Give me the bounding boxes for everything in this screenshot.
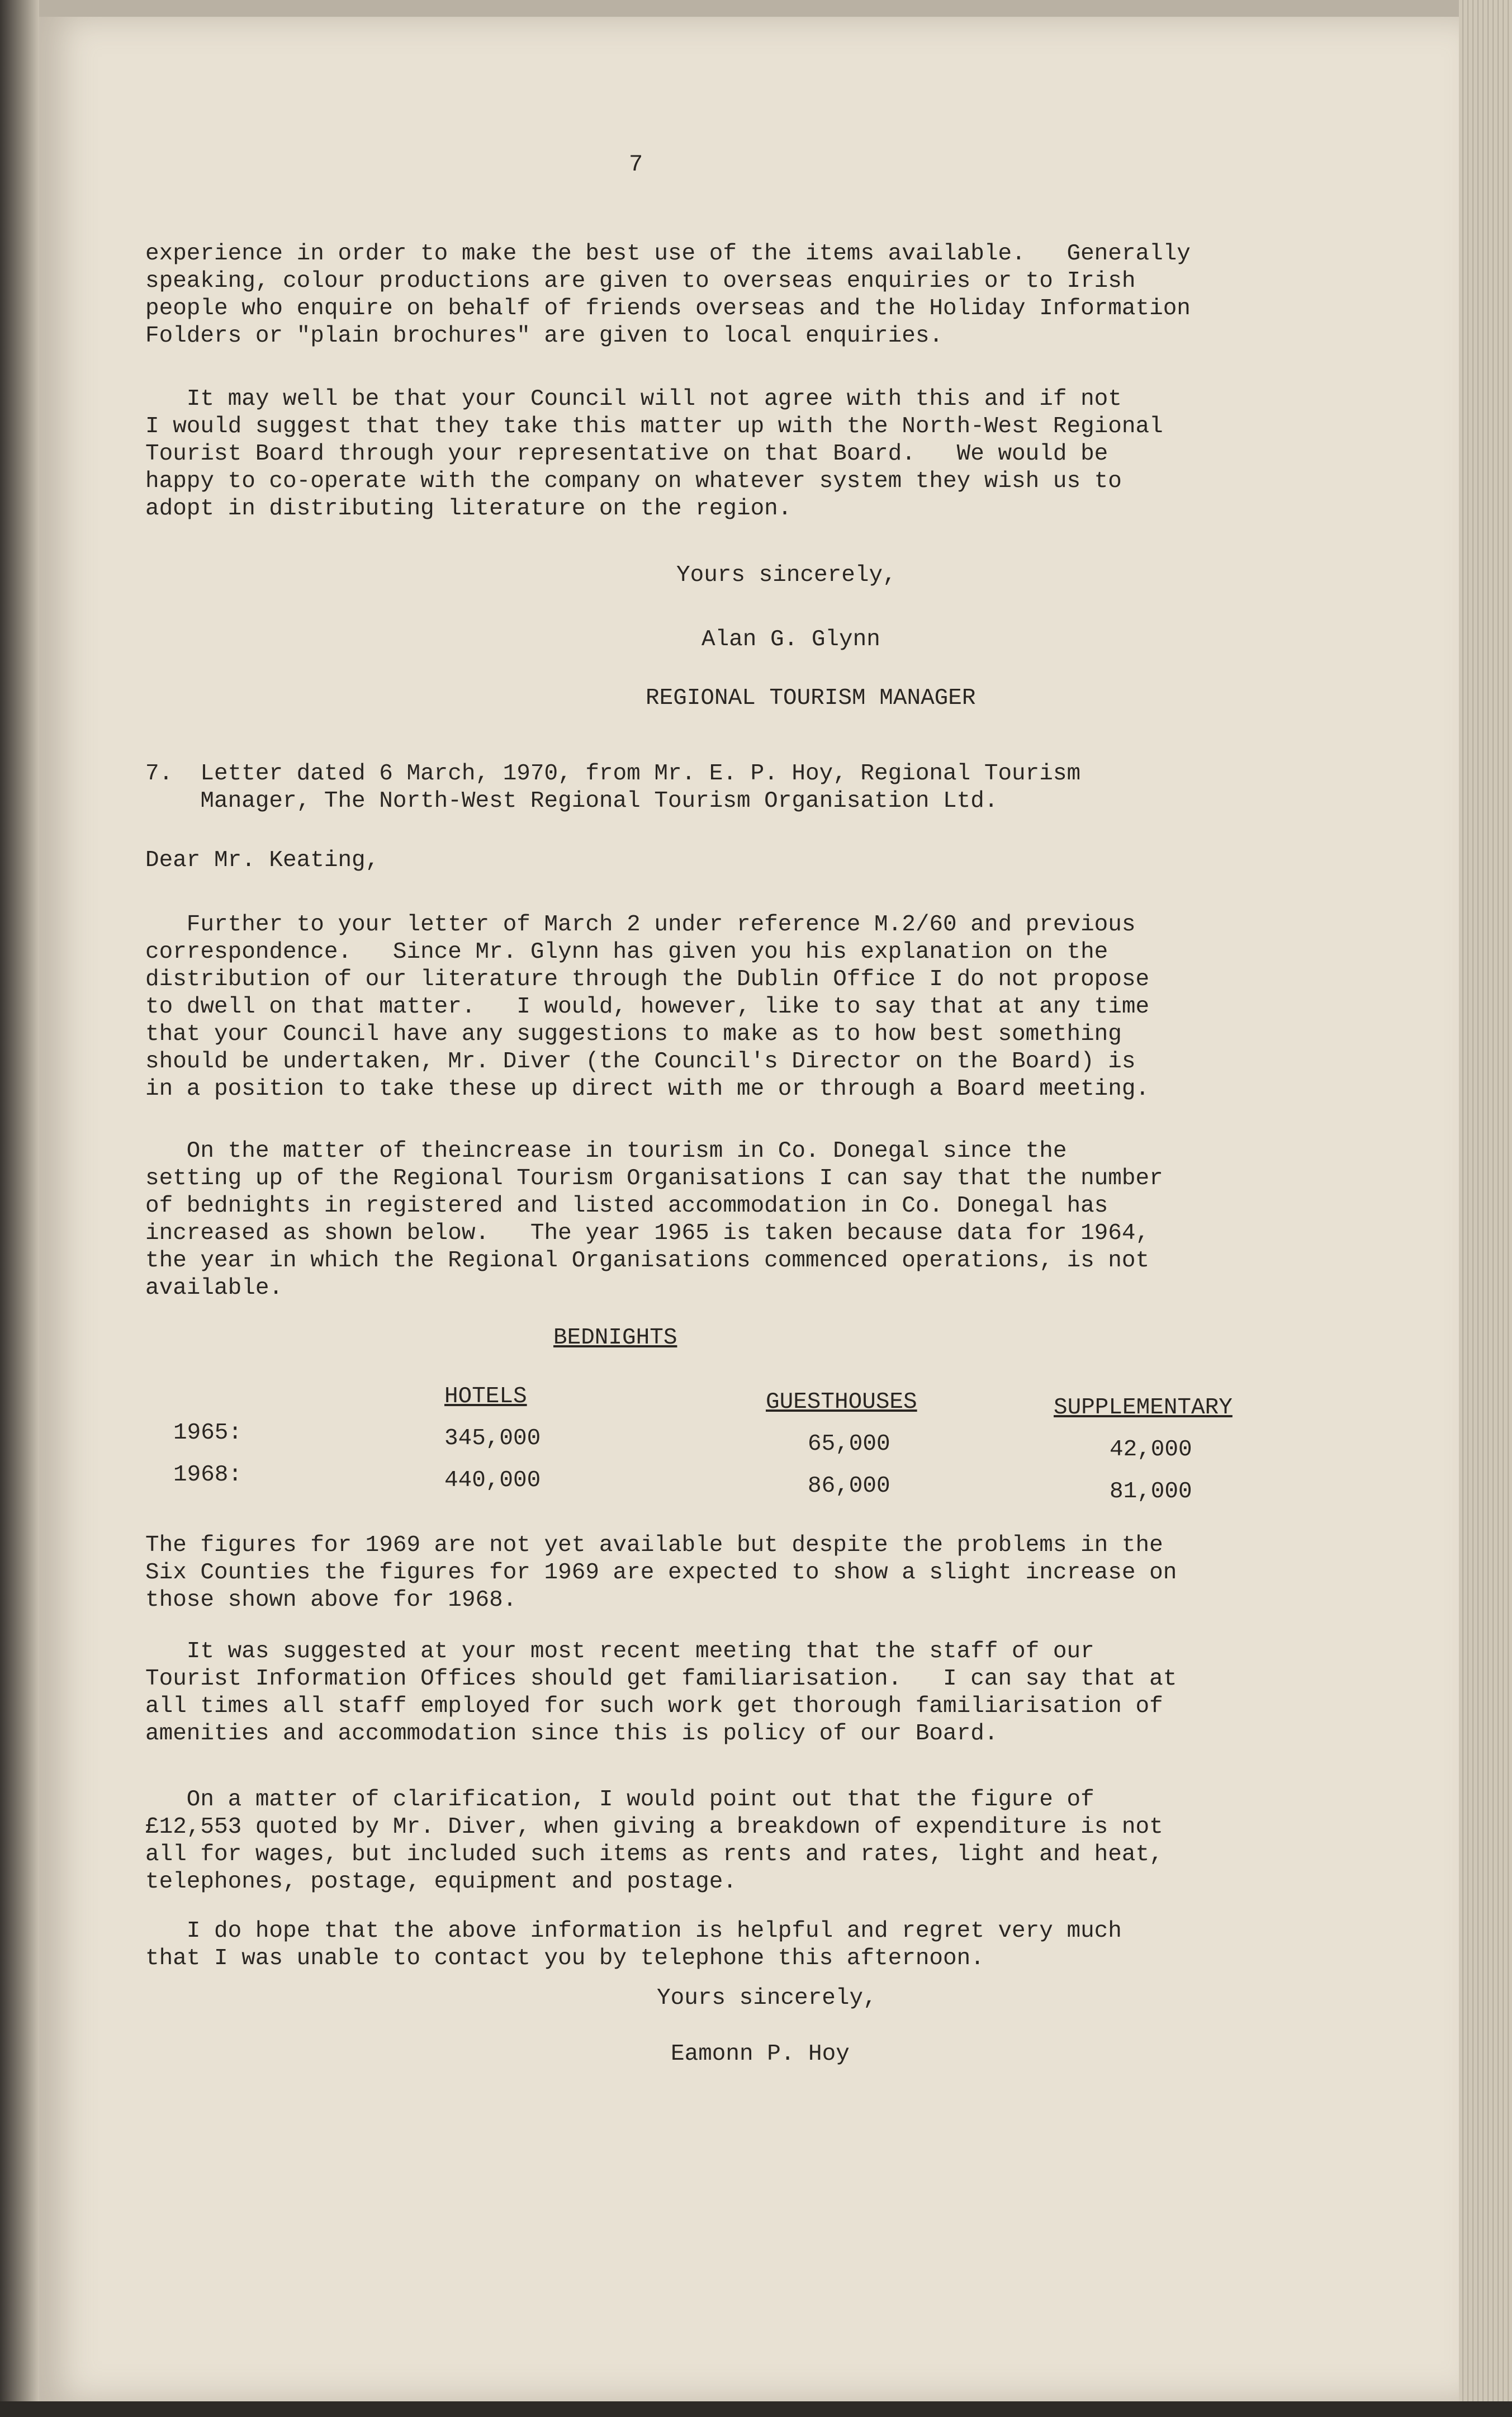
salutation-two: Yours sincerely,	[657, 1985, 877, 2011]
table-cell: 65,000	[808, 1431, 890, 1457]
text-line: telephones, postage, equipment and postage.	[145, 1869, 737, 1895]
text-line: adopt in distributing literature on the region.	[145, 496, 792, 522]
text-line: On the matter of theincrease in tourism in Co. Donegal since the	[145, 1138, 1067, 1164]
page-number: 7	[629, 151, 643, 178]
text-line: speaking, colour productions are given to overseas enquiries or to Irish	[145, 268, 1136, 294]
signatory-two-name: Eamonn P. Hoy	[671, 2041, 850, 2067]
text-line: Folders or "plain brochures" are given to local enquiries.	[145, 323, 944, 349]
text-line: happy to co-operate with the company on whatever system they wish us to	[145, 469, 1122, 494]
text-line: I do hope that the above information is helpful and regret very much	[145, 1918, 1122, 1944]
table-cell: 440,000	[444, 1468, 541, 1493]
signatory-one-name: Alan G. Glynn	[702, 627, 880, 652]
text-line: of bednights in registered and listed accommodation in Co. Donegal has	[145, 1193, 1108, 1219]
text-line: On a matter of clarification, I would point out that the figure of	[145, 1787, 1094, 1813]
text-line: those shown above for 1968.	[145, 1587, 517, 1613]
text-line: Tourist Board through your representative on that Board. We would be	[145, 441, 1108, 467]
text-line: in a position to take these up direct with me or through a Board meeting.	[145, 1076, 1150, 1102]
text-line: It was suggested at your most recent meeting that the staff of our	[145, 1639, 1094, 1664]
salutation-one: Yours sincerely,	[676, 562, 897, 588]
item-heading	[145, 760, 1297, 815]
table-header-supplementary: SUPPLEMENTARY	[1054, 1395, 1233, 1421]
paragraph-two	[145, 386, 1297, 523]
text-line: The figures for 1969 are not yet available but despite the problems in the	[145, 1532, 1163, 1558]
document-page	[39, 17, 1459, 2401]
text-line: that your Council have any suggestions to make as to how best something	[145, 1021, 1122, 1047]
table-cell: 345,000	[444, 1426, 541, 1451]
text-line: Six Counties the figures for 1969 are expected to show a slight increase on	[145, 1560, 1177, 1586]
greeting: Dear Mr. Keating,	[145, 848, 380, 873]
table-cell: 81,000	[1110, 1479, 1192, 1505]
table-header-guesthouses: GUESTHOUSES	[766, 1389, 917, 1415]
text-line: Further to your letter of March 2 under reference M.2/60 and previous	[145, 912, 1136, 938]
text-line: all times all staff employed for such work get thorough familiarisation of	[145, 1694, 1163, 1719]
text-line: people who enquire on behalf of friends overseas and the Holiday Information	[145, 296, 1191, 321]
paragraph-five	[145, 1532, 1297, 1614]
text-line: 7. Letter dated 6 March, 1970, from Mr. E. P. Hoy, Regional Tourism	[145, 761, 1081, 787]
table-cell: 42,000	[1110, 1437, 1192, 1463]
paragraph-six	[145, 1638, 1297, 1748]
text-line: £12,553 quoted by Mr. Diver, when giving a breakdown of expenditure is not	[145, 1814, 1163, 1840]
scan-bottom-border	[0, 2401, 1512, 2417]
text-line: available.	[145, 1275, 283, 1301]
table-cell: 86,000	[808, 1473, 890, 1499]
table-row-year: 1965:	[173, 1420, 243, 1446]
book-spine-shadow	[0, 0, 39, 2417]
text-line: Tourist Information Offices should get familiarisation. I can say that at	[145, 1666, 1177, 1692]
paragraph-seven	[145, 1786, 1297, 1896]
text-line: should be undertaken, Mr. Diver (the Council's Director on the Board) is	[145, 1049, 1136, 1075]
table-header-hotels: HOTELS	[444, 1384, 527, 1409]
text-line: It may well be that your Council will not agree with this and if not	[145, 386, 1122, 412]
text-line: I would suggest that they take this matter up with the North-West Regional	[145, 414, 1163, 439]
text-line: setting up of the Regional Tourism Organisations I can say that the number	[145, 1166, 1163, 1191]
signatory-one-title: REGIONAL TOURISM MANAGER	[646, 685, 976, 711]
paragraph-eight	[145, 1918, 1297, 1973]
text-line: experience in order to make the best use of the items available. Generally	[145, 241, 1191, 267]
text-line: all for wages, but included such items as rents and rates, light and heat,	[145, 1842, 1163, 1867]
text-line: increased as shown below. The year 1965 is taken because data for 1964,	[145, 1221, 1150, 1246]
table-row-year: 1968:	[173, 1462, 243, 1488]
text-line: distribution of our literature through the Dublin Office I do not propose	[145, 967, 1150, 992]
table-title: BEDNIGHTS	[553, 1325, 677, 1351]
text-line: that I was unable to contact you by telephone this afternoon.	[145, 1946, 984, 1971]
intro-paragraph	[145, 240, 1297, 350]
paragraph-three	[145, 911, 1297, 1103]
text-line: amenities and accommodation since this is policy of our Board.	[145, 1721, 998, 1747]
text-line: the year in which the Regional Organisations commenced operations, is not	[145, 1248, 1150, 1274]
text-line: to dwell on that matter. I would, however, like to say that at any time	[145, 994, 1150, 1020]
text-line: correspondence. Since Mr. Glynn has given you his explanation on the	[145, 939, 1108, 965]
text-line: Manager, The North-West Regional Tourism Organisation Ltd.	[145, 788, 998, 814]
paragraph-four	[145, 1138, 1297, 1302]
page-edges	[1459, 0, 1512, 2417]
